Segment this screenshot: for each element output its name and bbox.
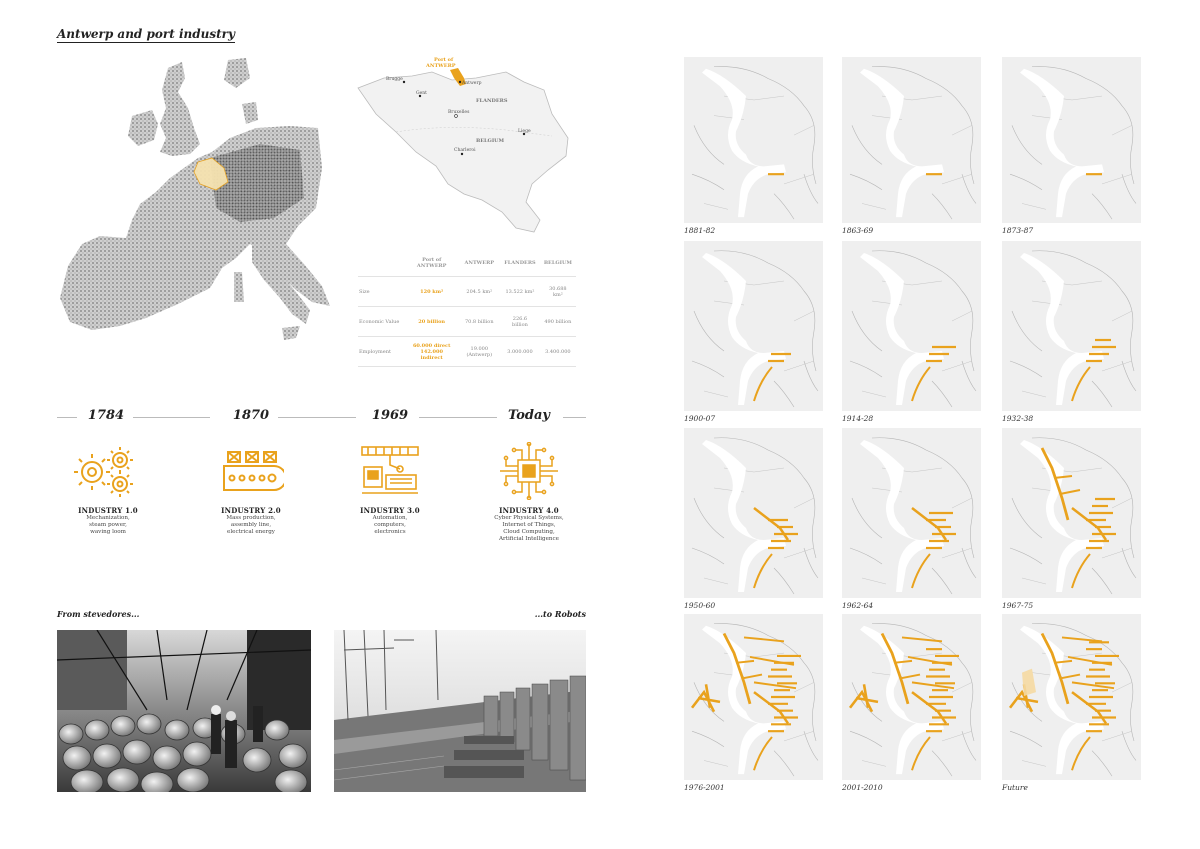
table-row: Size 120 km² 204.5 km² 13.522 km² 30.688 km² — [358, 277, 576, 307]
port-evolution-panel — [1002, 428, 1141, 602]
port-evolution-panel — [1002, 57, 1141, 227]
belgium-map — [356, 52, 572, 234]
timeline-line — [133, 417, 210, 418]
city-label: Liege — [518, 129, 531, 134]
period-label: 1932-38 — [1002, 414, 1034, 423]
period-label: 1863-69 — [842, 226, 874, 235]
port-map-4 — [842, 241, 981, 411]
table-header: FLANDERS — [500, 250, 540, 277]
city-label: Brugge — [386, 77, 403, 82]
port-map-8 — [1002, 428, 1141, 598]
port-evolution-panel — [684, 428, 823, 602]
port-map-0 — [684, 57, 823, 223]
city-label: Gent — [416, 91, 427, 96]
conveyor-icon — [222, 450, 284, 494]
port-map-11 — [1002, 614, 1141, 780]
industry-desc: Cyber Physical Systems, Internet of Things, Cloud Computing, Artificial Intelligence — [494, 515, 564, 542]
robots-photo — [334, 630, 586, 792]
table-header: Port of ANTWERP — [405, 250, 458, 277]
period-label: Future — [1002, 783, 1028, 792]
table-row: Employment 60.000 direct 142.000 indirect 19.000 (Antwerp) 3.000.000 3.400.000 — [358, 337, 576, 367]
port-map-10 — [842, 614, 981, 780]
stevedores-photo — [57, 630, 311, 792]
port-evolution-panel — [684, 614, 823, 784]
port-evolution-panel — [842, 428, 981, 602]
industry-card-4 — [484, 506, 574, 543]
port-evolution-panel — [1002, 241, 1141, 415]
period-label: 1914-28 — [842, 414, 874, 423]
timeline-year: Today — [508, 408, 550, 423]
port-map-2 — [1002, 57, 1141, 223]
industry-card-3 — [350, 506, 430, 536]
port-evolution-panel — [842, 614, 981, 784]
port-evolution-panel — [684, 57, 823, 227]
period-label: 1900-07 — [684, 414, 716, 423]
region-label: BELGIUM — [476, 138, 505, 144]
timeline-line — [57, 417, 77, 418]
period-label: 1962-64 — [842, 601, 874, 610]
photo-caption-left: From stevedores... — [57, 609, 140, 619]
period-label: 1873-87 — [1002, 226, 1034, 235]
chip-icon — [498, 442, 560, 500]
port-statistics-table — [358, 250, 576, 367]
industry-title: INDUSTRY 3.0 — [360, 506, 420, 515]
region-label: FLANDERS — [476, 98, 508, 104]
city-label: Charleroi — [454, 148, 476, 153]
industry-title: INDUSTRY 2.0 — [221, 506, 281, 515]
port-map-6 — [684, 428, 823, 598]
city-label: Antwerp — [462, 81, 482, 86]
timeline-year: 1969 — [371, 408, 409, 423]
period-label: 1976-2001 — [684, 783, 725, 792]
industry-card-2 — [211, 506, 291, 536]
port-map-9 — [684, 614, 823, 780]
port-label-line1: Port of — [434, 57, 454, 63]
city-label: Bruxelles — [448, 110, 470, 115]
port-map-1 — [842, 57, 981, 223]
period-label: 2001-2010 — [842, 783, 883, 792]
port-map-7 — [842, 428, 981, 598]
gears-icon — [74, 446, 136, 498]
industry-desc: Automation, computers, electronics — [372, 515, 408, 535]
timeline-year: 1870 — [232, 408, 270, 423]
port-evolution-panel — [842, 241, 981, 415]
table-header: BELGIUM — [540, 250, 576, 277]
page-title: Antwerp and port industry — [57, 27, 235, 41]
timeline-line — [278, 417, 356, 418]
timeline-year: 1784 — [87, 408, 125, 423]
port-evolution-panel — [842, 57, 981, 227]
table-row: Economic Value 20 billion 70.8 billion 226.6 billion 490 billion — [358, 307, 576, 337]
period-label: 1881-82 — [684, 226, 716, 235]
industry-desc: Mass production, assembly line, electrical energy — [226, 515, 276, 535]
port-map-3 — [684, 241, 823, 411]
period-label: 1967-75 — [1002, 601, 1034, 610]
industry-card-1 — [68, 506, 148, 536]
port-evolution-panel — [1002, 614, 1141, 784]
automation-icon — [360, 445, 422, 499]
photo-caption-right: ...to Robots — [534, 609, 586, 619]
port-label-line2: ANTWERP — [426, 63, 456, 69]
port-map-5 — [1002, 241, 1141, 411]
industry-title: INDUSTRY 4.0 — [499, 506, 559, 515]
industry-desc: Mechanization, steam power, waving loom — [86, 515, 130, 535]
europe-density-map — [60, 58, 330, 350]
period-label: 1950-60 — [684, 601, 716, 610]
industry-title: INDUSTRY 1.0 — [78, 506, 138, 515]
timeline-line — [419, 417, 497, 418]
timeline-line — [563, 417, 586, 418]
table-header: ANTWERP — [458, 250, 500, 277]
port-evolution-panel — [684, 241, 823, 415]
